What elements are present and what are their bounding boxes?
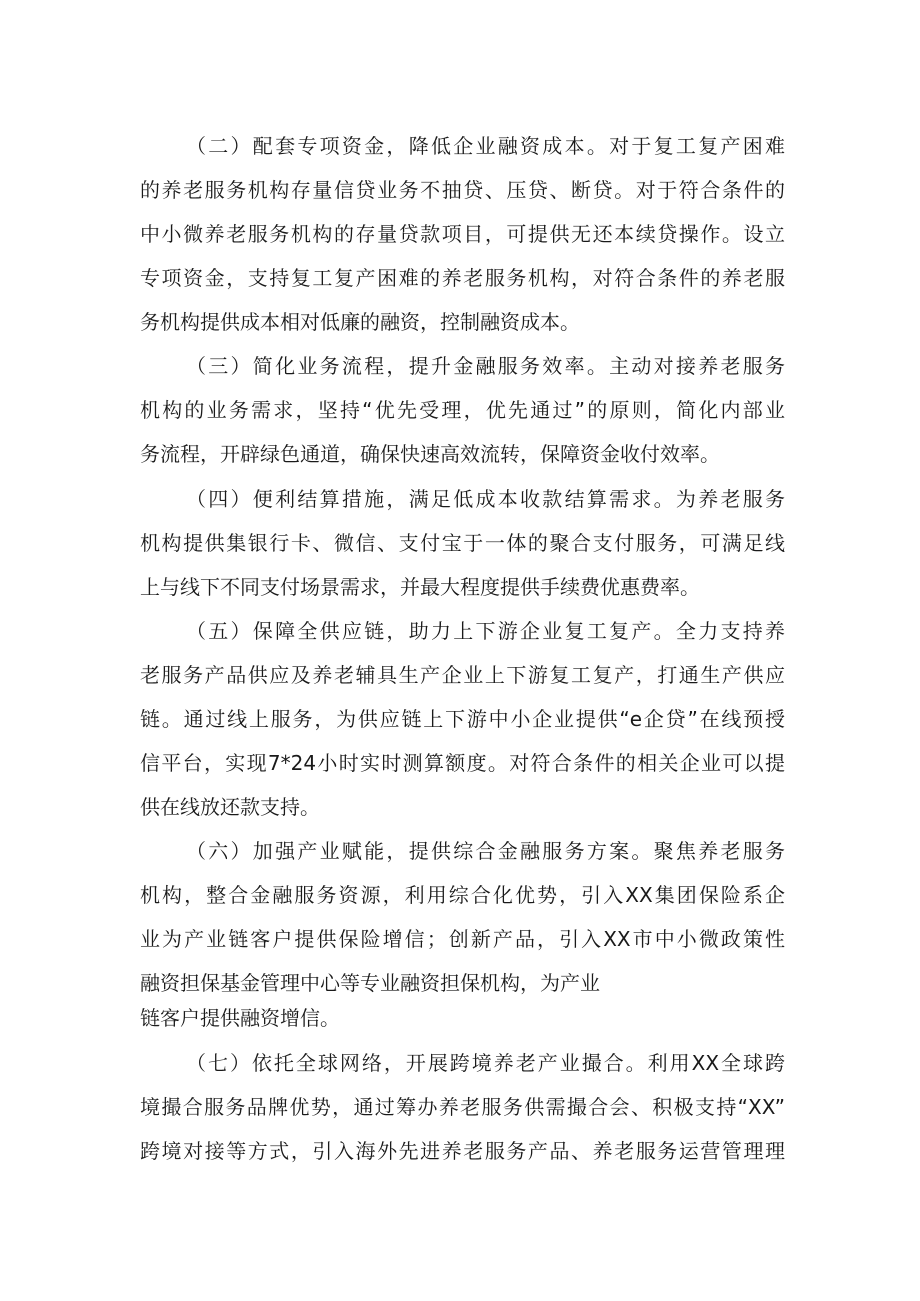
text-line: 信平台，实现7*24小时实时测算额度。对符合条件的相关企业可以提 xyxy=(140,751,785,775)
text-line: 业为产业链客户提供保险增信；创新产品，引入XX市中小微政策性 xyxy=(140,927,785,951)
text-line: （三）简化业务流程，提升金融服务效率。主动对接养老服务 xyxy=(186,354,785,378)
text-line: 的养老服务机构存量信贷业务不抽贷、压贷、断贷。对于符合条件的 xyxy=(140,178,785,202)
text-line: 老服务产品供应及养老辅具生产企业上下游复工复产，打通生产供应 xyxy=(140,663,785,687)
text-line: （二）配套专项资金，降低企业融资成本。对于复工复产困难 xyxy=(186,134,785,158)
text-line: 务流程，开辟绿色通道，确保快速高效流转，保障资金收付效率。 xyxy=(140,442,720,466)
text-line: 务机构提供成本相对低廉的融资，控制融资成本。 xyxy=(140,310,580,334)
text-line: 上与线下不同支付场景需求，并最大程度提供手续费优惠费率。 xyxy=(140,575,700,599)
text-line: 专项资金，支持复工复产困难的养老服务机构，对符合条件的养老服 xyxy=(140,266,785,290)
text-line: 跨境对接等方式，引入海外先进养老服务产品、养老服务运营管理理 xyxy=(140,1139,785,1163)
text-line: 机构，整合金融服务资源，利用综合化优势，引入XX集团保险系企 xyxy=(140,883,785,907)
text-line: 境撮合服务品牌优势，通过筹办养老服务供需撮合会、积极支持“XX” xyxy=(140,1095,785,1119)
text-line: 链。通过线上服务，为供应链上下游中小企业提供“e企贷”在线预授 xyxy=(140,707,785,731)
text-line: （七）依托全球网络，开展跨境养老产业撮合。利用XX全球跨 xyxy=(186,1051,785,1075)
text-line: 机构提供集银行卡、微信、支付宝于一体的聚合支付服务，可满足线 xyxy=(140,531,785,555)
text-line: （五）保障全供应链，助力上下游企业复工复产。全力支持养 xyxy=(186,619,785,643)
text-line: （六）加强产业赋能，提供综合金融服务方案。聚焦养老服务 xyxy=(186,839,785,863)
text-line: 机构的业务需求，坚持“优先受理，优先通过”的原则，简化内部业 xyxy=(140,398,785,422)
text-line: 供在线放还款支持。 xyxy=(140,795,320,819)
text-line: 融资担保基金管理中心等专业融资担保机构，为产业 xyxy=(140,971,600,995)
text-line: 中小微养老服务机构的存量贷款项目，可提供无还本续贷操作。设立 xyxy=(140,222,785,246)
text-line: （四）便利结算措施，满足低成本收款结算需求。为养老服务 xyxy=(186,487,785,511)
text-line: 链客户提供融资增信。 xyxy=(140,1006,340,1030)
